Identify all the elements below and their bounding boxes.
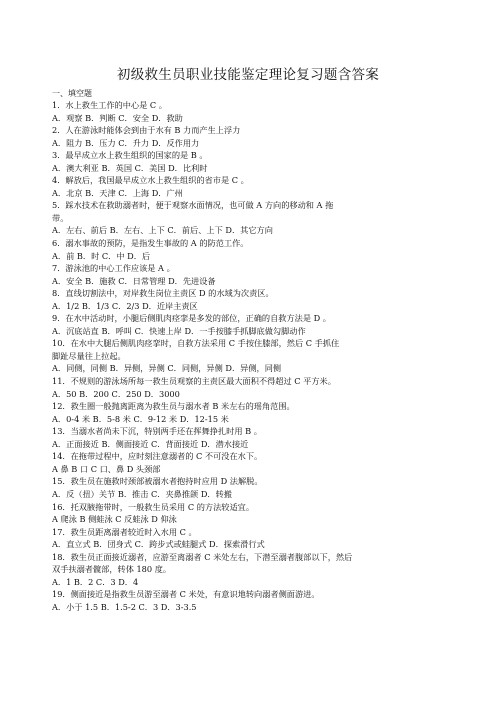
text-line: 2．人在游泳时能体会到由于水有 B 力而产生上浮力: [52, 125, 241, 136]
text-line: 13．当溺水者尚未下沉，特别两手还在挥舞挣扎时用 B 。: [52, 426, 262, 437]
text-line: A．1/2 B．1/3 C．2/3 D．近岸主责区: [52, 300, 198, 311]
text-line: A．北京 B．天津 C．上海 D．广州: [52, 187, 183, 198]
text-line: 9．在水中活动时，小腿后侧肌肉痉挛是多发的部位，正确的自救方法是 D 。: [52, 313, 331, 324]
text-line: A．正面接近 B．侧面接近 C．背面接近 D．潜水接近: [52, 438, 249, 449]
text-line: 18．救生员正面接近溺者，应游至离溺者 C 米处左右，下潜至溺者腹部以下，然后: [52, 551, 353, 562]
text-line: A．反（扭）关节 B．推击 C．夹鼻推颌 D．转搬: [52, 488, 232, 499]
text-line: 脚趾尽量往上拉起。: [52, 350, 126, 361]
text-line: 5．踩水技术在救助溺者时，便于观察水面情况，也可做 A 方向的移动和 A 拖: [52, 200, 334, 211]
text-line: A 爬泳 B 侧蛙泳 C 反蛙泳 D 仰泳: [52, 514, 177, 525]
text-line: 11．不规则的游泳场所每一救生员观察的主责区最大面积不得超过 C 平方米。: [52, 376, 336, 387]
text-line: A．左右、前后 B．左右、上下 C．前后、上下 D．其它方向: [52, 225, 273, 236]
text-line: A．同侧，同侧 B．异侧，异侧 C．同侧，异侧 D．异侧，同侧: [52, 363, 282, 374]
text-line: A．50 B．200 C．250 D．3000: [52, 388, 180, 399]
text-line: A．1 B．2 C．3 D．4: [52, 576, 139, 587]
question-list: [52, 99, 460, 613]
text-line: A．小于 1.5 B．1.5-2 C．3 D．3-3.5: [52, 601, 197, 612]
text-line: A．0-4 米 B．5-8 米 C．9-12 米 D．12-15 米: [52, 413, 229, 424]
text-line: 16．托双腋拖带时，一般救生员采用 C 的方法较适宜。: [52, 501, 255, 512]
text-line: 15．救生员在施救时颈部被溺水者抱持时应用 D 法解脱。: [52, 476, 263, 487]
text-line: A．沉底站直 B．呼叫 C．快速上岸 D．一手按膝手抓脚底做勾脚动作: [52, 325, 306, 336]
text-line: A 鼻 B 口 C 口、鼻 D 头颈部: [52, 463, 161, 474]
text-line: 8．直线切割法中，对岸救生岗位主责区 D 的水域为次责区。: [52, 288, 274, 299]
text-line: 19．侧面接近是指救生员游至溺者 C 米处，有意识地转向溺者侧面游进。: [52, 589, 320, 600]
document-title: 初级救生员职业技能鉴定理论复习题含答案: [116, 67, 380, 83]
text-line: 12．救生圈一般抛离距离为救生员与溺水者 B 米左右的瑶角范围。: [52, 401, 295, 412]
text-line: A．直立式 B．団身式 C．跨步式或蛙腿式 D．探索滑行式: [52, 539, 265, 550]
text-line: A．澳大利亚 B．英国 C．美国 D．比利时: [52, 162, 208, 173]
text-line: 3．最早成立水上救生组织的国家的是 B 。: [52, 150, 208, 161]
text-line: 14．在拖带过程中，应时刻注意溺者的 C 不可没在水下。: [52, 451, 263, 462]
text-line: 6．溺水事故的预防，是指发生事故的 A 的防范工作。: [52, 238, 249, 249]
section-heading: 一、填空题: [52, 89, 92, 98]
text-line: 7．游泳池的中心工作应该是 A 。: [52, 263, 175, 274]
text-line: 带。: [52, 212, 69, 223]
text-line: 1．水上救生工作的中心是 C 。: [52, 100, 167, 110]
text-line: 10．在水中大腿后侧肌肉痉挛时，自救方法采用 C 手按住膝部，然后 C 手抓住: [52, 338, 340, 349]
text-line: A．前 B．时 C．中 D．后: [52, 250, 151, 261]
text-line: A．阻力 B．压力 C．升力 D．反作用力: [52, 137, 200, 148]
text-line: 4．解放后，我国最早成立水上救生组织的省市是 C 。: [52, 175, 249, 186]
text-line: A．观察 B．判断 C．安全 D．救助: [52, 112, 183, 123]
text-line: 17．救生员距离溺者较近时入水用 C 。: [52, 526, 197, 537]
text-line: 双手扶溺者髋部，转体 180 度。: [52, 564, 172, 575]
text-line: A．安全 B．施救 C．日常管理 D．先进设备: [52, 275, 216, 286]
